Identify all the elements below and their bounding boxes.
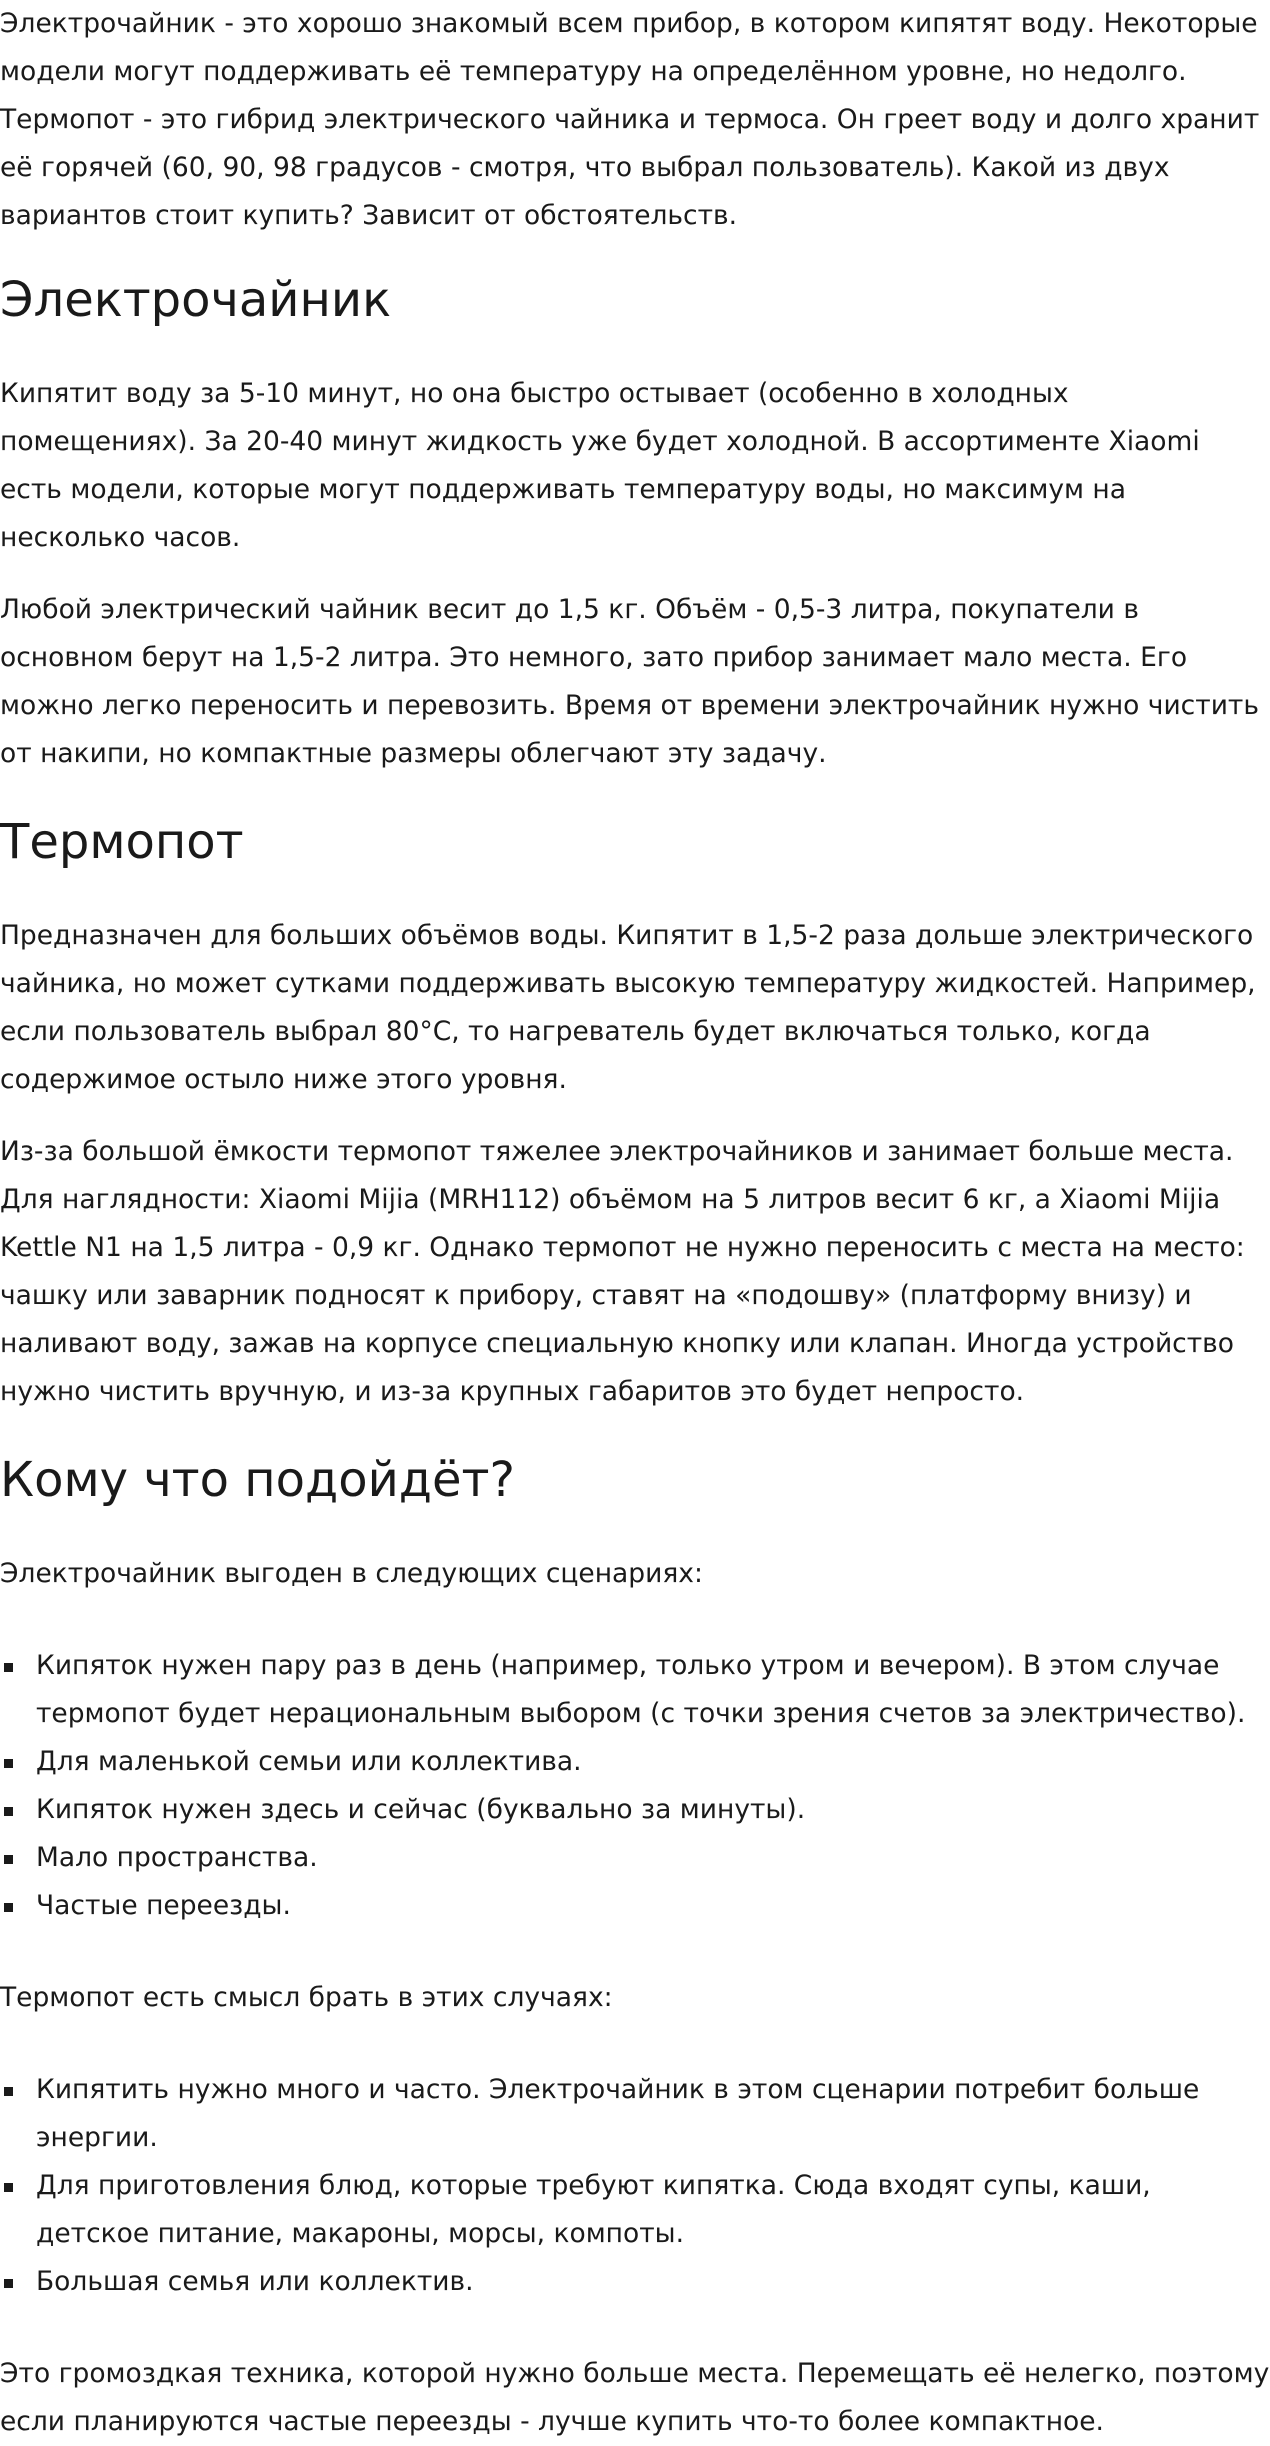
kettle-paragraph-1: Кипятит воду за 5-10 минут, но она быстро остывает (особенно в холодных помещениях). За 20-40 минут жидкость уже будет холодной. В ассортименте Xiaomi есть модели, которые могут поддерживать температуру воды, но максимум на несколько часов. bbox=[0, 378, 1200, 553]
heading-who-fits: Кому что подойдёт? bbox=[0, 1452, 515, 1508]
list-item: Большая семья или коллектив. bbox=[0, 2258, 1270, 2306]
heading-thermopot: Термопот bbox=[0, 814, 244, 870]
list-item: Кипяток нужен здесь и сейчас (буквально за минуты). bbox=[0, 1786, 1270, 1834]
heading-kettle: Электрочайник bbox=[0, 272, 392, 328]
list-item: Для маленькой семьи или коллектива. bbox=[0, 1738, 1270, 1786]
kettle-scenarios-list bbox=[0, 1642, 1270, 1930]
kettle-paragraph-2: Любой электрический чайник весит до 1,5 кг. Объём - 0,5-3 литра, покупатели в основном берут на 1,5-2 литра. Это немного, зато прибор занимает мало места. Его можно легко переносить и перевозить. Время от времени электрочайник нужно чистить от накипи, но компактные размеры облегчают эту задачу. bbox=[0, 594, 1259, 769]
thermopot-scenarios-lead: Термопот есть смысл брать в этих случаях: bbox=[0, 1982, 613, 2013]
list-item: Для приготовления блюд, которые требуют кипятка. Сюда входят супы, каши, детское питание, макароны, морсы, компоты. bbox=[0, 2162, 1270, 2258]
list-item: Мало пространства. bbox=[0, 1834, 1270, 1882]
closing-paragraph: Это громоздкая техника, которой нужно больше места. Перемещать её нелегко, поэтому если планируются частые переезды - лучше купить что-то более компактное. bbox=[0, 2358, 1270, 2437]
list-item: Частые переезды. bbox=[0, 1882, 1270, 1930]
intro-paragraph: Электрочайник - это хорошо знакомый всем прибор, в котором кипятят воду. Некоторые модели могут поддерживать её температуру на определённом уровне, но недолго. Термопот - это гибрид электрического чайника и термоса. Он греет воду и долго хранит её горячей (60, 90, 98 градусов - смотря, что выбрал пользователь). Какой из двух вариантов стоит купить? Зависит от обстоятельств. bbox=[0, 8, 1260, 231]
thermopot-paragraph-2: Из-за большой ёмкости термопот тяжелее электрочайников и занимает больше места. Для наглядности: Xiaomi Mijia (MRH112) объёмом на 5 литров весит 6 кг, а Xiaomi Mijia Kettle N1 на 1,5 литра - 0,9 кг. Однако термопот не нужно переносить с места на место: чашку или заварник подносят к прибору, ставят на «подошву» (платформу внизу) и наливают воду, зажав на корпусе специальную кнопку или клапан. Иногда устройство нужно чистить вручную, и из-за крупных габаритов это будет непросто. bbox=[0, 1136, 1245, 1407]
list-item: Кипяток нужен пару раз в день (например, только утром и вечером). В этом случае термопот будет нерациональным выбором (с точки зрения счетов за электричество). bbox=[0, 1642, 1270, 1738]
thermopot-scenarios-list bbox=[0, 2066, 1270, 2306]
list-item: Кипятить нужно много и часто. Электрочайник в этом сценарии потребит больше энергии. bbox=[0, 2066, 1270, 2162]
thermopot-paragraph-1: Предназначен для больших объёмов воды. Кипятит в 1,5-2 раза дольше электрического чайника, но может сутками поддерживать высокую температуру жидкостей. Например, если пользователь выбрал 80°C, то нагреватель будет включаться только, когда содержимое остыло ниже этого уровня. bbox=[0, 920, 1256, 1095]
kettle-scenarios-lead: Электрочайник выгоден в следующих сценариях: bbox=[0, 1558, 703, 1589]
